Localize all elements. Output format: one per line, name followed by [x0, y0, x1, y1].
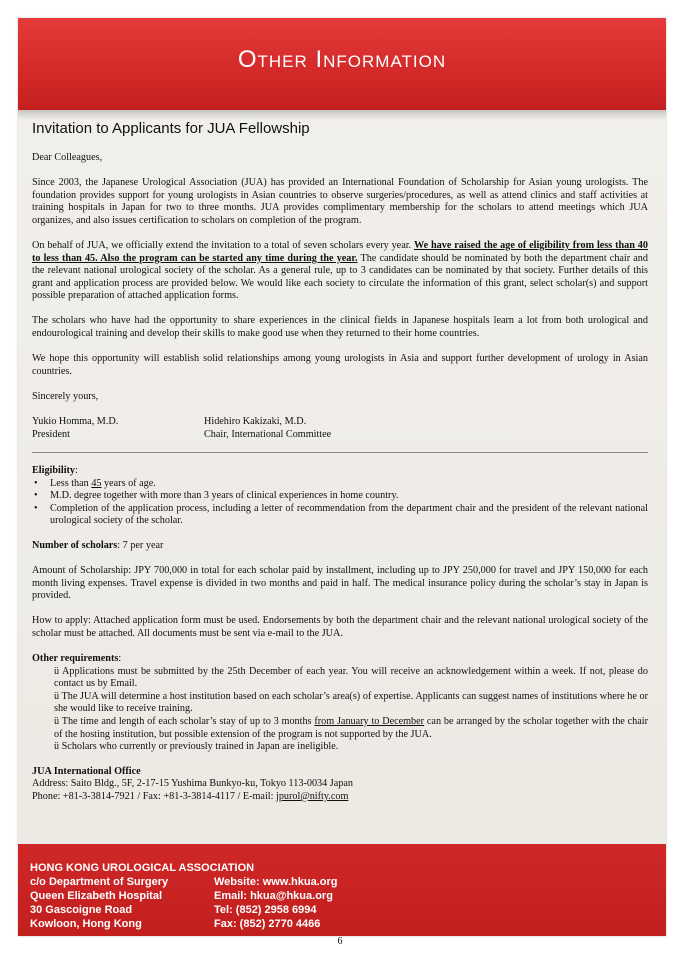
section-heading: Invitation to Applicants for JUA Fellowship — [32, 120, 310, 137]
paragraph-hope: We hope this opportunity will establish solid relationships among young urologists in Asia and support further development of urology in Asian countries. — [32, 353, 648, 377]
footer-contacts — [214, 875, 337, 931]
header-banner — [18, 18, 666, 110]
amount-of-scholarship: Amount of Scholarship: JPY 700,000 in total for each scholar paid by installment, including up to JPY 250,000 for travel and JPY 150,000 for each month living expenses. Travel expense is divided in two months and paid in half. The medical insurance policy during the scholar’s stay in Japan is provided. — [32, 564, 648, 602]
nomination-text: The candidate should be nominated by both the department chair and the relevant national urological society of the scholar. As a general rule, up to 3 candidates can be nominated by that society. Further details of this grant and application process are provided below. We would like each society to circulate the information of this grant, select scholar(s) and support possible preparation of attached application forms. — [32, 252, 648, 302]
eligibility-list — [32, 478, 648, 528]
signature-name: Hidehiro Kakizaki, M.D. — [204, 415, 307, 427]
paragraph-invitation — [32, 240, 648, 303]
list-item: ü The time and length of each scholar’s stay of up to 3 months from January to December can be arranged by the scholar together with the chair of the hosting institution, but possible extension of the program is not supported by the JUA. — [54, 715, 649, 740]
eligibility-heading: Eligibility: — [32, 464, 78, 476]
closing: Sincerely yours, — [32, 390, 99, 402]
footer-line: c/o Department of Surgery — [30, 876, 169, 888]
office-contact: Phone: +81-3-3814-7921 / Fax: +81-3-3814-4117 / E-mail: jpurol@nifty.com — [32, 790, 349, 802]
footer-line: Kowloon, Hong Kong — [30, 918, 142, 930]
number-of-scholars: Number of scholars: 7 per year — [32, 539, 164, 551]
other-requirements-heading: Other requirements: — [32, 652, 122, 664]
signature-president — [32, 416, 118, 441]
list-item: • Less than 45 years of age. — [34, 477, 156, 489]
office-name: JUA International Office — [32, 765, 141, 777]
signature-title: Chair, International Committee — [204, 428, 332, 440]
list-item: • M.D. degree together with more than 3 years of clinical experiences in home country. — [34, 490, 399, 502]
invitation-text: On behalf of JUA, we officially extend the invitation to a total of seven scholars every year. — [32, 239, 414, 251]
page — [18, 18, 666, 936]
banner-shadow — [18, 110, 666, 120]
divider — [32, 452, 648, 453]
page-number: 6 — [337, 936, 343, 947]
signature-name: Yukio Homma, M.D. — [32, 415, 119, 427]
list-item: ü Scholars who currently or previously trained in Japan are ineligible. — [54, 741, 339, 753]
footer-website[interactable]: Website: www.hkua.org — [214, 876, 338, 888]
footer-line: Queen Elizabeth Hospital — [30, 890, 163, 902]
paragraph-experience: The scholars who have had the opportunity to share experiences in the clinical fields in Japanese hospitals learn a lot from both urological and endourological training and develop their skills to make good use when they returned to their home countries. — [32, 315, 648, 340]
footer-org: HONG KONG UROLOGICAL ASSOCIATION — [30, 862, 255, 874]
list-item: ü Applications must be submitted by the 25th December of each year. You will receive an acknowledgement within a week. If not, please do contact us by Email. — [54, 665, 648, 690]
office-block — [32, 766, 648, 804]
footer-fax: Fax: (852) 2770 4466 — [214, 918, 321, 930]
list-item: ü The JUA will determine a host institution based on each scholar’s area(s) of expertise. Applicants can suggest names of institutions where he or she would like to receive training. — [54, 690, 648, 715]
salutation: Dear Colleagues, — [32, 152, 103, 163]
email-link[interactable]: jpurol@nifty.com — [275, 790, 349, 802]
how-to-apply: How to apply: Attached application form must be used. Endorsements by both the department chair and the relevant national urological society of the scholar must be attached. All documents must be sent via e-mail to the JUA. — [32, 615, 648, 639]
other-requirements-list — [32, 666, 648, 754]
footer-banner — [18, 844, 666, 936]
age-eligibility-notice: We have raised the age of eligibility from less than 40 to less than 45. Also the program can be started any time during the year. — [32, 239, 648, 264]
office-address: Address: Saito Bldg., 5F, 2-17-15 Yushima Bunkyo-ku, Tokyo 113-0034 Japan — [32, 778, 353, 790]
signature-title: President — [32, 428, 70, 440]
letter-body — [32, 152, 648, 803]
signature-chair — [204, 416, 331, 441]
signature-block — [32, 416, 648, 442]
paragraph-intro: Since 2003, the Japanese Urological Association (JUA) has provided an International Foundation of Scholarship for Asian young urologists. The foundation provides support for young urologists in Asian countries to observe surgeries/procedures, as well as attend clinics and staff activities at training hospitals in Japan for two to three months. JUA provides complimentary membership for the scholars to attend meetings which JUA organizes, and also issues certification to scholars on completion of the program. — [32, 177, 648, 226]
list-item: • Completion of the application process, including a letter of recommendation from the department chair and the president of the relevant national urological society of the scholar. — [34, 502, 648, 527]
footer-tel: Tel: (852) 2958 6994 — [214, 904, 317, 916]
footer-line: 30 Gascoigne Road — [30, 904, 133, 916]
banner-title: Other Information — [237, 46, 447, 73]
footer-email[interactable]: Email: hkua@hkua.org — [214, 890, 333, 902]
